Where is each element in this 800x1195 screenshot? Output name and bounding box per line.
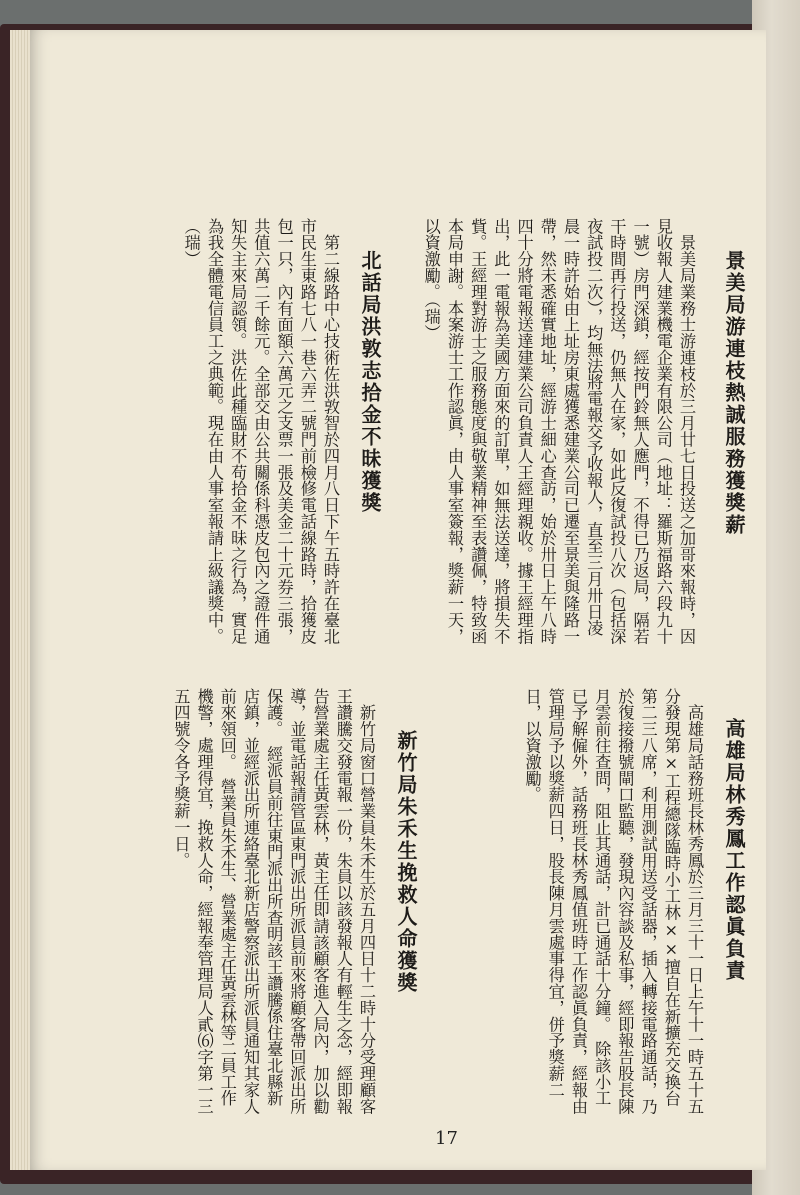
article-4-title: 新竹局朱禾生挽救人命獲獎 (394, 730, 418, 994)
article-3-body: 高雄局話務班長林秀鳳於三月三十一日上午十一時五十五分發現第×工程總隊臨時小工林××擅自在新擴充交換台第二三八席，利用測試用送受話器，插入轉接電路通話，乃於復接撥號閘口監聽，發現內容談及私事，經即報告股長陳月雲前往查問，阻止其通話，計已通話十分鐘。 除該小工已予解僱外，話務班長林秀鳳值班時工作認眞負責，經報由管理局予以獎薪四日，股長陳月雲處事得宜，併予獎薪二日，以資激勵。 (522, 688, 704, 1115)
adjacent-page-bleed (770, 120, 798, 1100)
article-3-title: 高雄局林秀鳳工作認眞負責 (722, 718, 746, 982)
document-page (30, 30, 766, 1170)
article-1-body: 景美局業務士游連枝於三月廿七日投送之加哥來報時，因見收報人建業機電企業有限公司（地址：羅斯福路六段九十一號）房門深鎖，經按門鈴無人應門，不得已乃返局，隔若干時間再行投送，仍無人在家，如此反復試投八次（包括深夜試投二次），均無法將電報交予收報人，直至三月卅日凌晨一時許始由上址房東處獲悉建業公司已遷至景美與隆路一帶，然未悉確實地址，經游士細心查訪，始於卅日上午八時四十分將電報送達建業公司負責人王經理親收。據王經理指出，此一電報為美國方面來的訂單，如無法送達，將損失不貲。王經理對游士之服務態度與敬業精神至表讚佩，特致函本局申謝。本案游士工作認眞，由人事室簽報，獎薪一天，以資激勵。（瑞） (421, 218, 696, 645)
article-1-title: 景美局游連枝熱誠服務獲獎薪 (722, 250, 746, 536)
page-number: 17 (435, 1128, 458, 1149)
article-2-body: 第二線路中心技術佐洪敦智於四月八日下午五時許在臺北市民生東路七八一巷六弄二號門前檢修電話線路時，拾獲皮包一只，內有面額六萬元之支票一張及美金二十元券三張，共值六萬二千餘元。全部交由公共關係科憑皮包內之證件通知失主來局認領。洪佐此種臨財不苟拾金不昧之行為，實足為我全體電信員工之典範。現在由人事室報請上級議獎中。（瑞） (181, 218, 340, 645)
article-2-title: 北話局洪敦志拾金不昧獲獎 (358, 250, 382, 514)
article-4-body: 新竹局窗口營業員朱禾生於五月四日十二時十分受理顧客王讚騰交發電報一份，朱員以該發報人有輕生之念，經即報告營業處主任黃雲林，黃主任即請該顧客進入局內，加以勸導，並電話報請管區東門派出所派員前來將顧客帶回派出所保護。 經派員前往東門派出所查明該王讚騰係住臺北縣新店鎮，並經派出所連絡臺北新店警察派出所派員通知其家人前來領回。 營業員朱禾生、營業處主任黃雲林等二員工作機警，處理得宜，挽救人命，經報奉管理局人貳⑹字第一三五四號令各予獎薪一日。 (171, 688, 376, 1115)
